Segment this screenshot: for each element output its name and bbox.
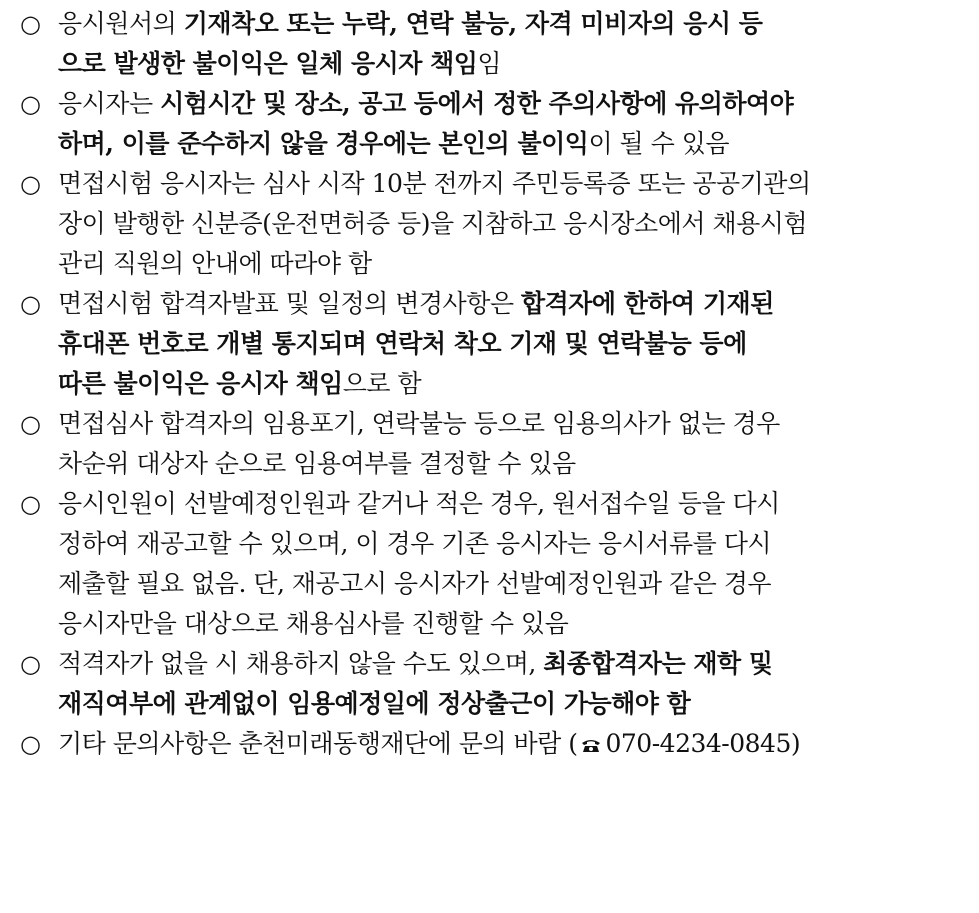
emphasis-text: 시험시간 및 장소, 공고 등에서 정한 주의사항에 유의하여야: [160, 89, 794, 118]
body-text: 기타 문의사항은 춘천미래동행재단에 문의 바람 (: [58, 729, 578, 758]
notice-line: [58, 324, 970, 364]
notice-item: [20, 724, 970, 764]
notice-line: [58, 644, 970, 684]
notice-line: [58, 4, 970, 44]
notice-line: [58, 724, 970, 764]
body-text: 이 될 수 있음: [588, 129, 730, 158]
notice-line: [58, 204, 970, 244]
emphasis-text: 최종합격자는 재학 및: [543, 649, 773, 678]
notice-item: [20, 404, 970, 484]
emphasis-text: 기재착오 또는 누락, 연락 불능, 자격 미비자의 응시 등: [183, 9, 763, 38]
emphasis-text: 합격자에 한하여 기재된: [520, 289, 774, 318]
notice-item: [20, 284, 970, 404]
emphasis-text: 재직여부에 관계없이 임용예정일에 정상출근이 가능해야 함: [58, 689, 691, 718]
body-text: 제출할 필요 없음. 단, 재공고시 응시자가 선발예정인원과 같은 경우: [58, 569, 772, 598]
body-text: 장이 발행한 신분증(운전면허증 등)을 지참하고 응시장소에서 채용시험: [58, 209, 808, 238]
emphasis-text: 따른 불이익은 응시자 책임: [58, 369, 343, 398]
body-text: 070-4234-0845): [605, 729, 801, 758]
body-text: 면접시험 합격자발표 및 일정의 변경사항은: [58, 289, 521, 318]
notice-line: [58, 44, 970, 84]
notice-line: [58, 244, 970, 284]
notice-line: [58, 484, 970, 524]
notice-line: [58, 364, 970, 404]
body-text: 차순위 대상자 순으로 임용여부를 결정할 수 있음: [58, 449, 576, 478]
body-text: 응시자는: [58, 89, 161, 118]
emphasis-text: 하며, 이를 준수하지 않을 경우에는 본인의 불이익: [58, 129, 589, 158]
telephone-icon: [580, 737, 602, 753]
body-text: 관리 직원의 안내에 따라야 함: [58, 249, 372, 278]
notice-line: [58, 564, 970, 604]
notice-item: [20, 164, 970, 284]
notice-line: [58, 404, 970, 444]
body-text: 응시인원이 선발예정인원과 같거나 적은 경우, 원서접수일 등을 다시: [58, 489, 780, 518]
body-text: 면접시험 응시자는 심사 시작 10분 전까지 주민등록증 또는 공공기관의: [58, 169, 811, 198]
body-text: 응시자만을 대상으로 채용심사를 진행할 수 있음: [58, 609, 569, 638]
body-text: 임: [477, 49, 502, 78]
bullet-circle-icon: ○: [20, 10, 41, 38]
notice-line: [58, 124, 970, 164]
notice-line: [58, 684, 970, 724]
bullet-circle-icon: ○: [20, 410, 41, 438]
notice-line: [58, 524, 970, 564]
notice-line: [58, 604, 970, 644]
notice-item: [20, 4, 970, 84]
notice-line: [58, 284, 970, 324]
emphasis-text: 으로 발생한 불이익은 일체 응시자 책임: [58, 49, 478, 78]
bullet-circle-icon: ○: [20, 730, 41, 758]
body-text: 응시원서의: [58, 9, 184, 38]
body-text: 으로 함: [342, 369, 422, 398]
bullet-circle-icon: ○: [20, 90, 41, 118]
bullet-circle-icon: ○: [20, 290, 41, 318]
notice-item: [20, 484, 970, 644]
notice-line: [58, 84, 970, 124]
bullet-circle-icon: ○: [20, 490, 41, 518]
notice-line: [58, 444, 970, 484]
notice-item: [20, 84, 970, 164]
body-text: 정하여 재공고할 수 있으며, 이 경우 기존 응시자는 응시서류를 다시: [58, 529, 772, 558]
body-text: 면접심사 합격자의 임용포기, 연락불능 등으로 임용의사가 없는 경우: [58, 409, 780, 438]
bullet-circle-icon: ○: [20, 170, 41, 198]
notice-line: [58, 164, 970, 204]
body-text: 적격자가 없을 시 채용하지 않을 수도 있으며,: [58, 649, 544, 678]
emphasis-text: 휴대폰 번호로 개별 통지되며 연락처 착오 기재 및 연락불능 등에: [58, 329, 747, 358]
bullet-circle-icon: ○: [20, 650, 41, 678]
notice-item: [20, 644, 970, 724]
